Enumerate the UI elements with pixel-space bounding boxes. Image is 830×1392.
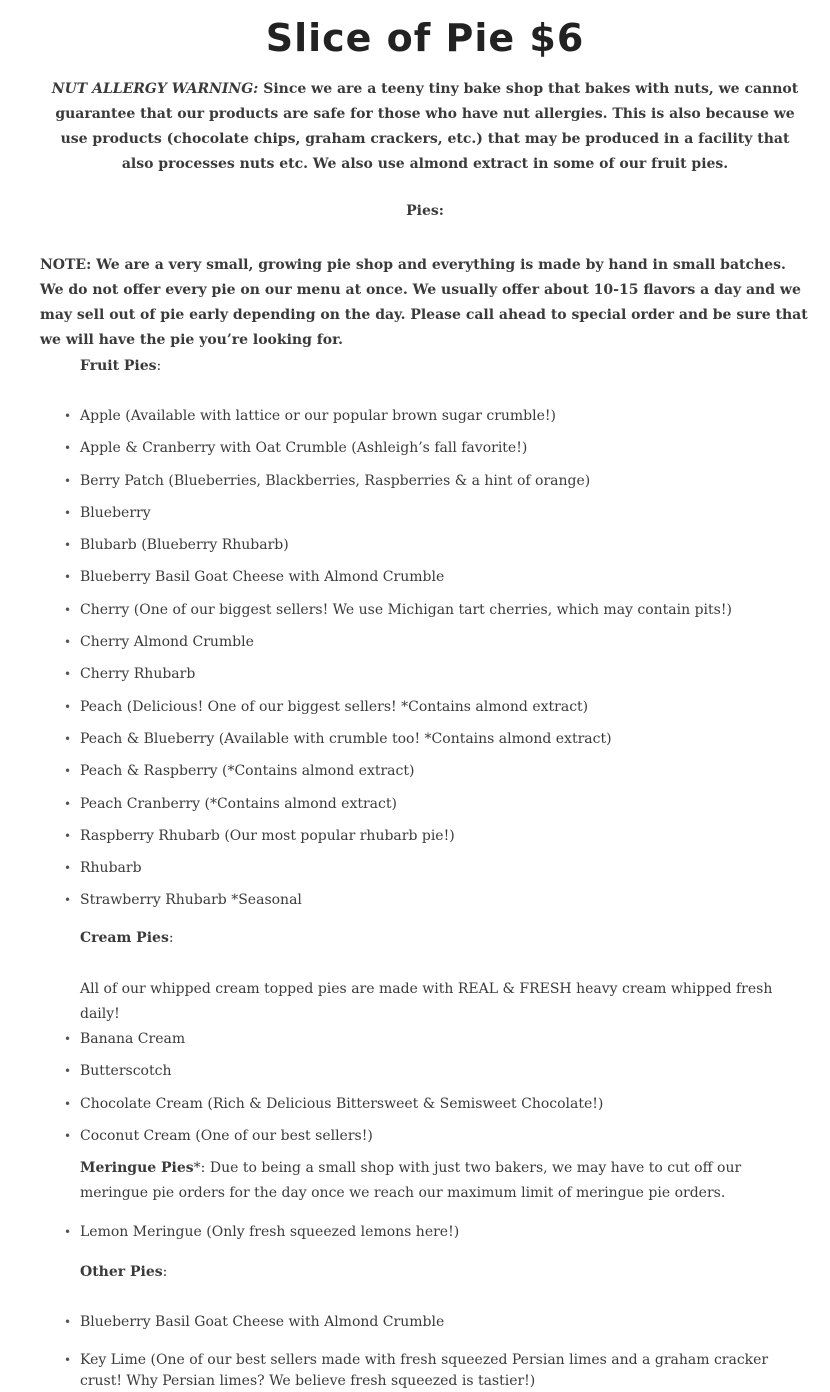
- bullet-icon: •: [64, 538, 72, 553]
- list-item: • Peach Cranberry (*Contains almond extract): [0, 793, 830, 825]
- bullet-icon: •: [64, 731, 72, 746]
- list-item: • Peach (Delicious! One of our biggest sellers! *Contains almond extract): [0, 696, 830, 728]
- list-item: • Chocolate Cream (Rich & Delicious Bittersweet & Semisweet Chocolate!): [0, 1093, 830, 1125]
- bullet-icon: •: [64, 828, 72, 843]
- cream-pies-note: All of our whipped cream topped pies are made with REAL & FRESH heavy cream whipped fresh daily!: [80, 981, 773, 1022]
- bullet-icon: •: [64, 1225, 72, 1239]
- bullet-icon: •: [64, 1064, 72, 1079]
- page-title: Slice of Pie $6: [265, 16, 585, 60]
- pies-heading: Pies:: [406, 203, 444, 219]
- bullet-icon: •: [64, 441, 72, 456]
- list-item: • Blueberry Basil Goat Cheese with Almond Crumble: [0, 1311, 830, 1343]
- meringue-pies-note: *: Due to being a small shop with just two bakers, we may have to cut off our meringue pie orders for the day once we reach our maximum limit of meringue pie orders.: [80, 1160, 742, 1201]
- list-item: • Apple (Available with lattice or our popular brown sugar crumble!): [0, 405, 830, 437]
- bullet-icon: •: [64, 570, 72, 585]
- list-item: • Cherry Rhubarb: [0, 663, 830, 695]
- list-item: • Raspberry Rhubarb (Our most popular rhubarb pie!): [0, 825, 830, 857]
- list-item: • Cherry (One of our biggest sellers! We use Michigan tart cherries, which may contain pits!): [0, 599, 830, 631]
- bullet-icon: •: [64, 764, 72, 779]
- bullet-icon: •: [64, 505, 72, 520]
- bullet-icon: •: [64, 796, 72, 811]
- fruit-pies-title: Fruit Pies: [80, 358, 157, 374]
- other-pies-list: [0, 1311, 830, 1343]
- list-item: • Berry Patch (Blueberries, Blackberries, Raspberries & a hint of orange): [0, 470, 830, 502]
- nut-allergy-warning: [50, 77, 800, 177]
- list-item: • Lemon Meringue (Only fresh squeezed lemons here!): [0, 1221, 830, 1253]
- bullet-icon: •: [64, 409, 72, 423]
- bullet-icon: •: [64, 1128, 72, 1143]
- bullet-icon: •: [64, 635, 72, 650]
- list-item: • Blubarb (Blueberry Rhubarb): [0, 534, 830, 566]
- list-item: • Peach & Blueberry (Available with crumble too! *Contains almond extract): [0, 728, 830, 760]
- list-item: • Cherry Almond Crumble: [0, 631, 830, 663]
- bullet-icon: •: [64, 602, 72, 617]
- list-item: • Apple & Cranberry with Oat Crumble (Ashleigh’s fall favorite!): [0, 437, 830, 469]
- bullet-icon: •: [64, 861, 72, 876]
- fruit-pies-list: [0, 405, 830, 922]
- meringue-pies-list: [0, 1221, 830, 1253]
- other-pies-heading: Other Pies:: [80, 1264, 168, 1280]
- list-item: • Rhubarb: [0, 857, 830, 889]
- list-item: • Butterscotch: [0, 1060, 830, 1092]
- list-item: • Coconut Cream (One of our best sellers!): [0, 1125, 830, 1157]
- list-item: • Banana Cream: [0, 1028, 830, 1060]
- list-item: • Blueberry Basil Goat Cheese with Almond Crumble: [0, 566, 830, 598]
- warning-label: NUT ALLERGY WARNING:: [51, 81, 259, 97]
- bullet-icon: •: [64, 1353, 72, 1367]
- list-item: • Blueberry: [0, 502, 830, 534]
- cream-pies-heading: Cream Pies:: [80, 930, 174, 946]
- bullet-icon: •: [64, 473, 72, 488]
- other-pies-title: Other Pies: [80, 1264, 163, 1280]
- fruit-pies-heading: Fruit Pies:: [80, 358, 162, 374]
- meringue-pies-title: Meringue Pies: [80, 1160, 194, 1176]
- menu-note: NOTE: We are a very small, growing pie shop and everything is made by hand in small batches. We do not offer every pie on our menu at once. We usually offer about 10-15 flavors a day and we may sell out of pie early depending on the day. Please call ahead to special order and be sure that we will have the pie you’re looking for.: [40, 257, 808, 348]
- bullet-icon: •: [64, 893, 72, 908]
- bullet-icon: •: [64, 667, 72, 682]
- list-item: • Strawberry Rhubarb *Seasonal: [0, 889, 830, 921]
- cream-pies-title: Cream Pies: [80, 930, 169, 946]
- bullet-icon: •: [64, 699, 72, 714]
- meringue-pies-section: [80, 1156, 780, 1206]
- bullet-icon: •: [64, 1096, 72, 1111]
- bullet-icon: •: [64, 1315, 72, 1329]
- cream-pies-list: [0, 1028, 830, 1157]
- list-item: • Peach & Raspberry (*Contains almond extract): [0, 760, 830, 792]
- bullet-icon: •: [64, 1032, 72, 1046]
- warning-text: Since we are a teeny tiny bake shop that bakes with nuts, we cannot guarantee that our products are safe for those who have nut allergies. This is also because we use products (chocolate chips, graham crackers, etc.) that may be produced in a facility that also processes nuts etc. We also use almond extract in some of our fruit pies.: [55, 81, 799, 172]
- list-item-key-lime: • Key Lime (One of our best sellers made with fresh squeezed Persian limes and a graham cracker crust! Why Persian limes? We believe fresh squeezed is tastier!): [64, 1352, 769, 1389]
